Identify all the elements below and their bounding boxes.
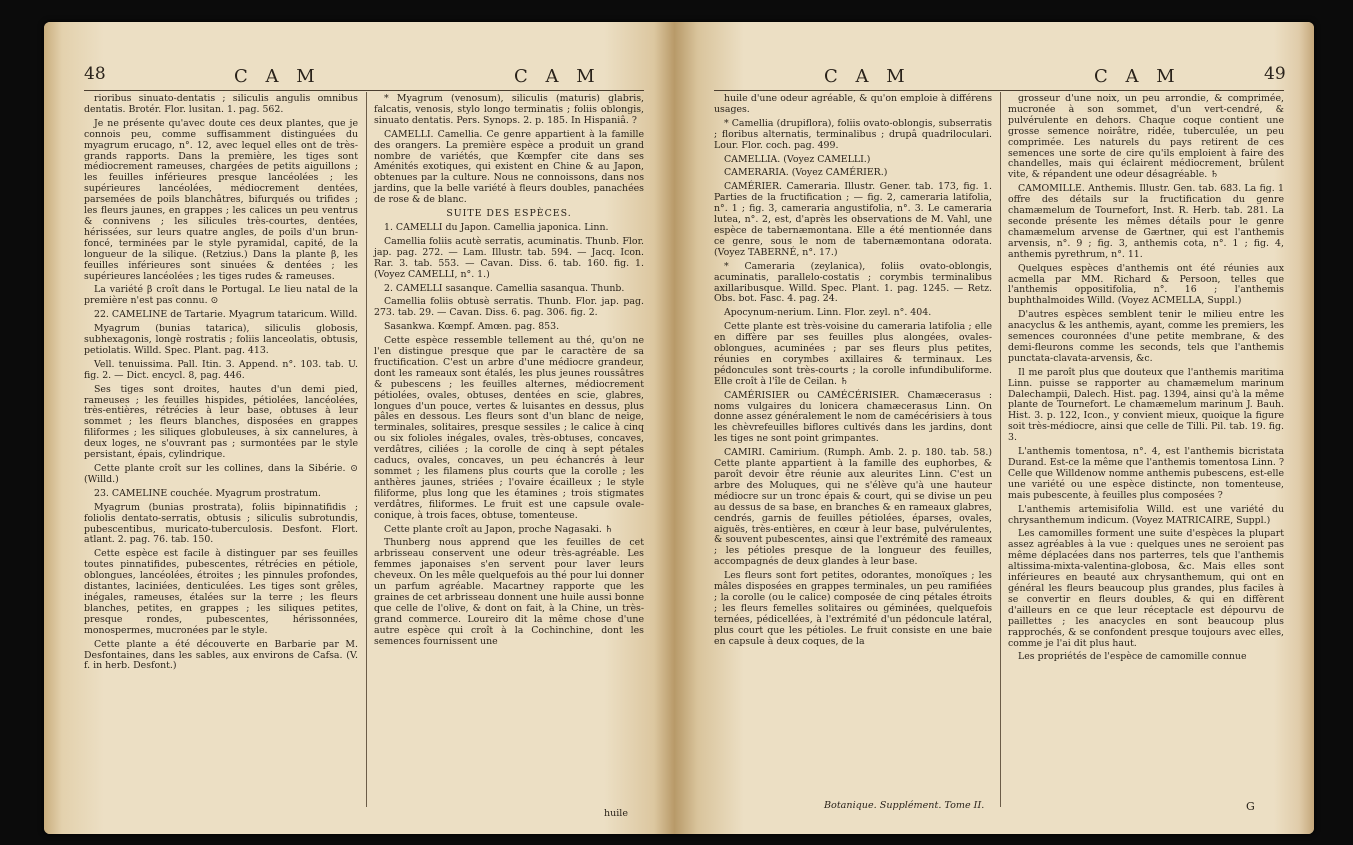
- header-rule: [84, 90, 644, 91]
- paragraph: Les camomilles forment une suite d'espèces la plupart assez agréables à la vue : quelques unes ne seroient pas même déplacées dans nos parterres, tels que l'anthemis altissima-mixta-valentina-globosa, &c. Mais elles sont inférieures en beauté aux chrysanthemum, qui ont en général les fleurs beaucoup plus grandes, plus faciles à se convertir en fleurs doubles, & qui en diffèrent d'ailleurs en ce que leur réceptacle est dépourvu de paillettes ; les anacycles en sont beaucoup plus rapprochés, & se confondent presque toujours avec elles, comme je l'ai dit plus haut.: [1008, 528, 1284, 649]
- running-header-right: C A M: [1094, 66, 1181, 87]
- page-footer: Botanique. Supplément. Tome II.: [824, 800, 985, 811]
- running-header-left: C A M: [234, 66, 321, 87]
- left-page: [44, 22, 674, 834]
- paragraph: Vell. tenuissima. Pall. Itin. 3. Append. n°. 103. tab. U. fig. 2. — Dict. encycl. 8, pag. 446.: [84, 358, 358, 381]
- paragraph: rioribus sinuato-dentatis ; siliculis angulis omnibus dentatis. Brotér. Flor. lusitan. 1. pag. 562.: [84, 93, 358, 115]
- page-number: 48: [84, 64, 106, 84]
- left-column-2: [374, 94, 644, 651]
- paragraph: CAMERARIA. (Voyez CAMÉRIER.): [724, 167, 888, 179]
- paragraph: 22. CAMELINE de Tartarie. Myagrum tataricum. Willd.: [94, 309, 358, 321]
- paragraph: Camellia foliis obtusè serratis. Thunb. Flor. jap. pag. 273. tab. 29. — Cavan. Diss. 6. pag. 306. fig. 2.: [374, 296, 644, 319]
- paragraph: 2. CAMELLI sasanque. Camellia sasanqua. Thunb.: [384, 282, 625, 294]
- signature-mark: G: [1246, 800, 1255, 813]
- paragraph: CAMIRI. Camirium. (Rumph. Amb. 2. p. 180. tab. 58.) Cette plante appartient à la famille des euphorbes, & paroît devoir être réunie aux aleurites Linn. C'est un arbre des Moluques, qui ne s'élève qu'à une hauteur médiocre sur un tronc épais & court, qui se divise un peu au dessus de sa base, en branches & en rameaux glabres, cendrés, garnis de feuilles pétiolées, éparses, ovales, aiguës, très-entières, en cœur à leur base, pulvérulentes, & souvent pubescentes, ainsi que l'extrémité des rameaux ; les pétioles presque de la longueur des feuilles, accompagnés de deux glandes à leur base.: [714, 447, 992, 568]
- paragraph: D'autres espèces semblent tenir le milieu entre les anacyclus & les anthemis, ayant, comme les premiers, les semences couronnées d'une petite membrane, & des demi-fleurons comme les seconds, tels que l'anthemis punctata-clavata-arvensis, &c.: [1008, 309, 1284, 364]
- paragraph: Myagrum (bunias tatarica), siliculis globosis, subhexagonis, longè rostratis ; foliis lanceolatis, obtusis, petiolatis. Willd. Spec. Plant. pag. 413.: [84, 323, 358, 356]
- paragraph: Cette plante croît au Japon, proche Nagasaki. ♄: [384, 523, 614, 535]
- paragraph: L'anthemis artemisifolia Willd. est une variété du chrysanthemum indicum. (Voyez MATRICAIRE, Suppl.): [1008, 503, 1284, 526]
- paragraph: Cette plante est très-voisine du cameraria latifolia ; elle en diffère par ses feuilles plus alongées, ovales-oblongues, acuminées ; par ses fleurs plus petites, réunies en corymbes axillaires & terminaux. Les pédoncules sont très-courts ; la corolle infundibuliforme. Elle croît à l'île de Ceilan. ♄: [714, 321, 992, 387]
- paragraph: La variété β croît dans le Portugal. Le lieu natal de la première n'est pas connu. ⊙: [84, 284, 358, 307]
- paragraph: Cette espèce ressemble tellement au thé, qu'on ne l'en distingue presque que par le caractère de sa fructification. C'est un arbre d'une médiocre grandeur, dont les rameaux sont étalés, les plus jeunes roussâtres & pubescens ; les feuilles alternes, médiocrement pétiolées, ovales, obtuses, dentées en scie, glabres, longues d'un pouce, vertes & luisantes en dessus, plus pâles en dessous. Les fleurs sont d'un blanc de neige, terminales, solitaires, presque sessiles ; le calice à cinq ou six folioles inégales, ovales, très-obtuses, concaves, verdâtres, ciliées ; la corolle de cinq à sept pétales caducs, ovales, concaves, un peu échancrés à leur sommet ; les filamens plus courts que la corolle ; les anthères jaunes, striées ; l'ovaire écailleux ; le style filiforme, plus long que les étamines ; trois stigmates verdâtres, filiformes. Le fruit est une capsule ovale-conique, à trois faces, obtuse, tomenteuse.: [374, 335, 644, 521]
- paragraph: SUITE DES ESPÈCES.: [446, 208, 572, 220]
- left-column-1: [84, 94, 358, 675]
- paragraph: Les propriétés de l'espèce de camomille connue: [1018, 651, 1247, 663]
- paragraph: CAMÉRISIER ou CAMÉCÉRISIER. Chamæcerasus : noms vulgaires du lonicera chamæcerasus Linn. On donne assez généralement le nom de camécérisiers à tous les chèvrefeuilles biflores cultivés dans les jardins, dont les tiges ne sont point grimpantes.: [714, 389, 992, 445]
- column-divider: [366, 92, 367, 807]
- paragraph: Apocynum-nerium. Linn. Flor. zeyl. n°. 404.: [724, 307, 932, 319]
- paragraph: L'anthemis tomentosa, n°. 4, est l'anthemis bicristata Durand. Est-ce la même que l'anthemis tomentosa Linn. ? Celle que Willdenow nomme anthemis pubescens, est-elle une variété ou une espèce distincte, non tomenteuse, mais pubescente, à feuilles plus composées ?: [1008, 446, 1284, 501]
- paragraph: * Myagrum (venosum), siliculis (maturis) glabris, falcatis, venosis, stylo longo terminatis ; foliis oblongis, sinuato dentatis. Pers. Synops. 2. p. 185. In Hispaniâ. ?: [374, 93, 644, 126]
- paragraph: grosseur d'une noix, un peu arrondie, & comprimée, mucronée à son sommet, d'un vert-cendré, & pulvérulente en dehors. Chaque coque contient une grosse semence noirâtre, ridée, tuberculée, un peu comprimée. Les naturels du pays retirent de ces semences une sorte de cire qu'ils emploient à faire des chandelles, mais qui éclairent médiocrement, brûlent vite, & répandent une odeur désagréable. ♄: [1008, 93, 1284, 181]
- paragraph: Thunberg nous apprend que les feuilles de cet arbrisseau conservent une odeur très-agréable. Les femmes japonaises s'en servent pour laver leurs cheveux. On les mêle quelquefois au thé pour lui donner un parfum agréable. Macartney rapporte que les graines de cet arbrisseau donnent une huile aussi bonne que celle de l'olive, & dont on fait, à la Chine, un très-grand commerce. Loureiro dit la même chose d'une autre espèce qui croît à la Cochinchine, dont les semences fournissent une: [374, 537, 644, 647]
- paragraph: Cette plante croît sur les collines, dans la Sibérie. ⊙ (Willd.): [84, 463, 358, 485]
- header-rule: [714, 90, 1284, 91]
- paragraph: Myagrum (bunias prostrata), foliis bipinnatifidis ; foliolis dentato-serratis, obtusis ; siliculis subrotundis, pubescentibus, muricato-tuberculosis. Desfont. Flort. atlant. 2. pag. 76. tab. 150.: [84, 501, 358, 546]
- page-number: 49: [1264, 64, 1286, 84]
- right-column-2: [1008, 94, 1284, 666]
- right-page: [674, 22, 1314, 834]
- paragraph: Cette espèce est facile à distinguer par ses feuilles toutes pinnatifides, pubescentes, rétrécies en pétiole, oblongues, lancéolées, étroites ; les pinnules profondes, distantes, laciniées, denticulées. Les tiges sont grêles, inégales, rameuses, étalées sur la terre ; les fleurs blanches, petites, en grappes ; les siliques petites, presque rondes, pubescentes, hérissonnées, monospermes, mucronées par le style.: [84, 548, 358, 636]
- open-book: [44, 22, 1314, 834]
- paragraph: Camellia foliis acutè serratis, acuminatis. Thunb. Flor. jap. pag. 272. — Lam. Illustr. tab. 594. — Jacq. Icon. Rar. 3. tab. 553. — Cavan. Diss. 6. tab. 160. fig. 1. (Voyez CAMELLI, n°. 1.): [374, 235, 644, 280]
- paragraph: CAMOMILLE. Anthemis. Illustr. Gen. tab. 683. La fig. 1 offre des détails sur la fructification du genre chamæmelum de Tournefort, Inst. R. Herb. tab. 281. La seconde présente les mêmes détails pour le genre chamæmelum arvense de Gærtner, qui est l'anthemis arvensis, n°. 9 ; fig. 3, anthemis cota, n°. 1 ; fig. 4, anthemis pyrethrum, n°. 11.: [1008, 183, 1284, 260]
- column-divider: [1000, 92, 1001, 807]
- paragraph: * Camellia (drupiflora), foliis ovato-oblongis, subserratis ; floribus alternatis, terminalibus ; drupâ quadriloculari. Lour. Flor. coch. pag. 499.: [714, 117, 992, 151]
- paragraph: Les fleurs sont fort petites, odorantes, monoïques ; les mâles disposées en grappes terminales, un peu ramifiées ; la corolle (ou le calice) composée de cinq pétales étroits ; les fleurs femelles solitaires ou géminées, quelquefois ternées, pédicellées, à l'extrémité d'un pédoncule latéral, plus court que les pétioles. Le fruit consiste en une baie en capsule à deux coques, de la: [714, 570, 992, 647]
- paragraph: CAMÉRIER. Cameraria. Illustr. Gener. tab. 173, fig. 1. Parties de la fructification ; — fig. 2, cameraria latifolia, n°. 1 ; fig. 3, cameraria angustifolia, n°. 3. Le cameraria lutea, n°. 2, est, d'après les observations de M. Vahl, une espèce de tabernæmontana. Elle a été mentionnée dans ce genre, sous le nom de tabernæmontana odorata. (Voyez TABERNÉ, n°. 17.): [714, 181, 992, 258]
- catchword: huile: [604, 808, 628, 819]
- paragraph: Je ne présente qu'avec doute ces deux plantes, que je connois peu, comme suffisamment distinguées du myagrum erucago, n°. 12, avec lequel elles ont de très-grands rapports. Dans la première, les tiges sont médiocrement rameuses, chargées de petits aiguillons ; les feuilles inférieures presque lancéolées ; les supérieures lancéolées, médiocrement dentées, parsemées de poils blanchâtres, bifurqués ou trifides ; les fleurs jaunes, en grappes ; les calices un peu ventrus & connivens ; les silicules très-courtes, dentées, hérissées, sur leurs quatre angles, de poils d'un brun-foncé, terminées par le style pyramidal, capité, de la longueur de la silique. (Retzius.) Dans la plante β, les feuilles inférieures sont sinuées & dentées ; les supérieures lancéolées ; les tiges rudes & rameuses.: [84, 117, 358, 282]
- running-header-left: C A M: [824, 66, 911, 87]
- right-column-1: [714, 94, 992, 651]
- paragraph: CAMELLIA. (Voyez CAMELLI.): [724, 153, 871, 165]
- paragraph: huile d'une odeur agréable, & qu'on emploie à différens usages.: [714, 93, 992, 115]
- paragraph: Il me paroît plus que douteux que l'anthemis maritima Linn. puisse se rapporter au chamæmelum marinum Dalechampii, Dalech. Hist. pag. 1394, ainsi qu'à la même plante de Tournefort. Le chamæmelum marinum J. Bauh. Hist. 3. p. 122, Icon., y convient mieux, quoique la figure soit très-médiocre, ainsi que celle de Tilli. Pil. tab. 19. fig. 3.: [1008, 366, 1284, 444]
- paragraph: 23. CAMELINE couchée. Myagrum prostratum.: [94, 487, 321, 499]
- paragraph: Cette plante a été découverte en Barbarie par M. Desfontaines, dans les sables, aux environs de Cafsa. (V. f. in herb. Desfont.): [84, 638, 358, 672]
- paragraph: CAMELLI. Camellia. Ce genre appartient à la famille des orangers. La première espèce a produit un grand nombre de variétés, que Kœmpfer cite dans ses Aménités exotiques, qui existent en Chine & au Japon, obtenues par la culture. Nous ne connoissons, dans nos jardins, que la belle variété à fleurs doubles, panachées de rose & de blanc.: [374, 128, 644, 206]
- paragraph: Sasankwa. Kœmpf. Amœn. pag. 853.: [384, 321, 560, 333]
- paragraph: Ses tiges sont droites, hautes d'un demi pied, rameuses ; les feuilles hispides, pétiolées, lancéolées, très-entières, rétrécies à leur base, obtuses à leur sommet ; les fleurs blanches, disposées en grappes filiformes ; les siliques globuleuses, à six cannelures, à deux loges, ne s'ouvrant pas ; surmontées par le style persistant, épais, cylindrique.: [84, 383, 358, 461]
- paragraph: Quelques espèces d'anthemis ont été réunies aux acmella par MM. Richard & Persoon, telles que l'anthemis oppositifolia, n°. 16 ; l'anthemis buphthalmoides Willd. (Voyez ACMELLA, Suppl.): [1008, 262, 1284, 307]
- paragraph: 1. CAMELLI du Japon. Camellia japonica. Linn.: [384, 221, 609, 233]
- running-header-right: C A M: [514, 66, 601, 87]
- paragraph: * Cameraria (zeylanica), foliis ovato-oblongis, acuminatis, parallelo-costatis ; corymbis terminalibus axillaribusque. Willd. Spec. Plant. 1. pag. 1245. — Retz. Obs. bot. Fasc. 4. pag. 24.: [714, 260, 992, 305]
